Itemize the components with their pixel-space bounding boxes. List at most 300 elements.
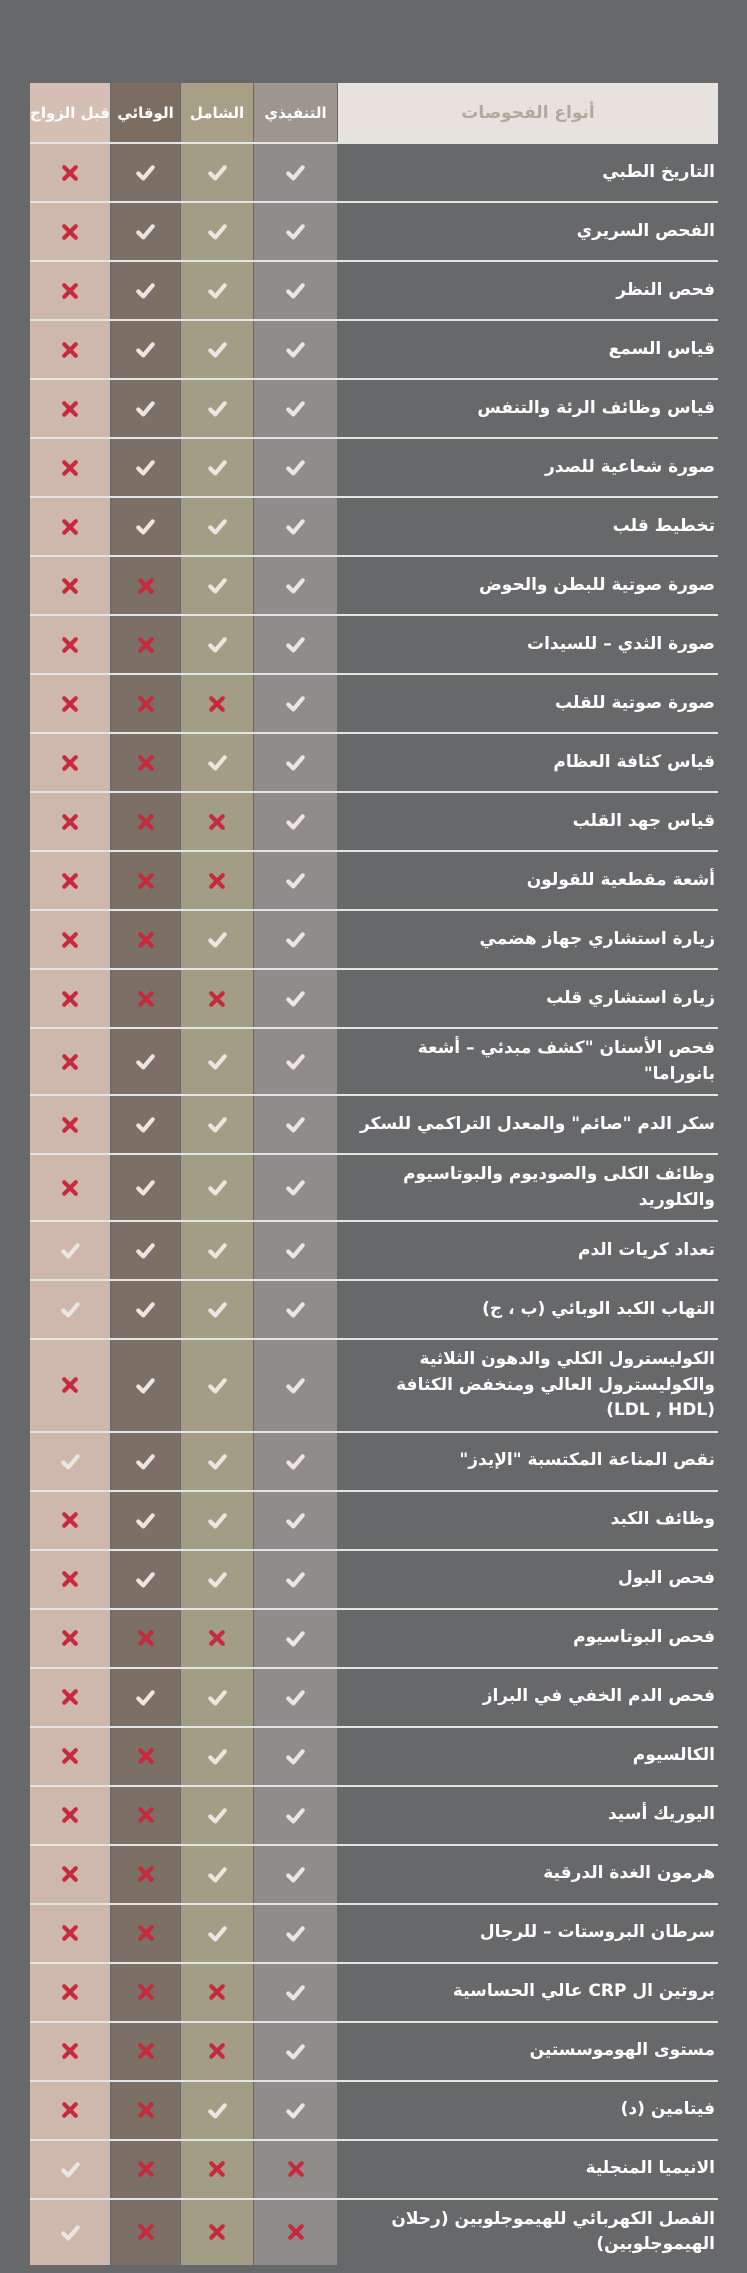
cell-executive: [254, 852, 337, 909]
check-icon: [134, 1568, 157, 1591]
cross-icon: [61, 1629, 79, 1647]
table-row: [30, 555, 718, 614]
test-name: سكر الدم "صائم" والمعدل التراكمي للسكر: [360, 1113, 715, 1134]
table-row: [30, 1726, 718, 1785]
cross-icon: [137, 695, 155, 713]
table-row: [30, 909, 718, 968]
test-name: فيتامين (د): [620, 2099, 715, 2120]
table-row: [30, 614, 718, 673]
cross-icon: [61, 1806, 79, 1824]
table-row: [30, 2080, 718, 2139]
table-row: [30, 1279, 718, 1338]
cell-premarital: [30, 1281, 110, 1338]
cell-premarital: [30, 321, 110, 378]
cell-preventive: [111, 498, 180, 555]
check-icon: [284, 1568, 307, 1591]
check-icon: [206, 397, 229, 420]
table-row: [30, 496, 718, 555]
table-row: [30, 2021, 718, 2080]
cell-comprehensive: [181, 1281, 253, 1338]
check-icon: [134, 456, 157, 479]
cell-comprehensive: [181, 144, 253, 201]
table-row: [30, 2198, 718, 2265]
table-row: [30, 1153, 718, 1220]
check-icon: [284, 161, 307, 184]
test-name: فحص النظر: [616, 279, 715, 300]
cross-icon: [61, 1983, 79, 2001]
cell-executive: [254, 557, 337, 614]
cell-comprehensive: [181, 734, 253, 791]
check-icon: [284, 1050, 307, 1073]
cell-comprehensive: [181, 852, 253, 909]
check-icon: [134, 1176, 157, 1199]
test-name: فحص الدم الخفي في البراز: [482, 1686, 715, 1707]
cell-premarital: [30, 203, 110, 260]
table-row: [30, 437, 718, 496]
cell-executive: [254, 144, 337, 201]
cell-premarital: [30, 1610, 110, 1667]
check-icon: [206, 1863, 229, 1886]
check-icon: [206, 338, 229, 361]
check-icon: [206, 1509, 229, 1532]
cell-comprehensive: [181, 2082, 253, 2139]
cross-icon: [137, 1983, 155, 2001]
cell-premarital: [30, 557, 110, 614]
check-icon: [284, 1863, 307, 1886]
cell-premarital: [30, 1551, 110, 1608]
table-row: [30, 732, 718, 791]
cell-premarital: [30, 2141, 110, 2198]
table-row: [30, 1667, 718, 1726]
check-icon: [206, 1804, 229, 1827]
check-icon: [284, 692, 307, 715]
test-name: التاريخ الطبي: [602, 161, 715, 182]
cross-icon: [137, 990, 155, 1008]
check-icon: [284, 574, 307, 597]
cell-premarital: [30, 793, 110, 850]
cross-icon: [61, 990, 79, 1008]
cell-preventive: [111, 1433, 180, 1490]
check-icon: [284, 515, 307, 538]
cell-executive: [254, 1669, 337, 1726]
cross-icon: [61, 1511, 79, 1529]
cell-executive: [254, 262, 337, 319]
check-icon: [206, 1745, 229, 1768]
cell-premarital: [30, 734, 110, 791]
check-icon: [206, 515, 229, 538]
column-header-executive: التنفيذي: [254, 83, 337, 142]
table-row: [30, 1094, 718, 1153]
cell-executive: [254, 1787, 337, 1844]
cell-premarital: [30, 1964, 110, 2021]
cell-comprehensive: [181, 498, 253, 555]
cell-executive: [254, 616, 337, 673]
cell-preventive: [111, 557, 180, 614]
check-icon: [206, 1113, 229, 1136]
cell-premarital: [30, 439, 110, 496]
test-name: زيارة استشاري قلب: [546, 987, 715, 1008]
cell-premarital: [30, 262, 110, 319]
cell-executive: [254, 734, 337, 791]
cell-executive: [254, 439, 337, 496]
cell-preventive: [111, 1610, 180, 1667]
cross-icon: [61, 2042, 79, 2060]
cross-icon: [61, 931, 79, 949]
cell-comprehensive: [181, 1492, 253, 1549]
test-name: التهاب الكبد الوبائي (ب ، ج): [482, 1298, 715, 1319]
table-row: [30, 1220, 718, 1279]
check-icon: [134, 1450, 157, 1473]
cross-icon: [137, 872, 155, 890]
table-row: [30, 319, 718, 378]
cross-icon: [61, 872, 79, 890]
cell-executive: [254, 1728, 337, 1785]
test-name: فحص البول: [617, 1568, 715, 1589]
cell-comprehensive: [181, 1222, 253, 1279]
test-name: صورة صوتية للقلب: [555, 692, 715, 713]
cross-icon: [61, 341, 79, 359]
cell-executive: [254, 1433, 337, 1490]
cell-comprehensive: [181, 380, 253, 437]
cell-executive: [254, 203, 337, 260]
table-row: [30, 1785, 718, 1844]
cross-icon: [61, 2101, 79, 2119]
check-icon: [284, 1686, 307, 1709]
test-name: أشعة مقطعية للقولون: [526, 869, 715, 890]
cell-preventive: [111, 1787, 180, 1844]
cross-icon: [208, 813, 226, 831]
cell-executive: [254, 970, 337, 1027]
cell-preventive: [111, 1029, 180, 1094]
cell-comprehensive: [181, 1669, 253, 1726]
cell-preventive: [111, 144, 180, 201]
cross-icon: [61, 1116, 79, 1134]
cross-icon: [137, 636, 155, 654]
cross-icon: [287, 2223, 305, 2241]
check-icon: [206, 1450, 229, 1473]
cell-preventive: [111, 1340, 180, 1431]
cell-comprehensive: [181, 1433, 253, 1490]
cell-premarital: [30, 1029, 110, 1094]
cell-executive: [254, 1551, 337, 1608]
check-icon: [284, 2040, 307, 2063]
cross-icon: [208, 990, 226, 1008]
cross-icon: [137, 2101, 155, 2119]
test-name: مستوى الهوموسستين: [529, 2040, 715, 2061]
cell-preventive: [111, 203, 180, 260]
cross-icon: [137, 1806, 155, 1824]
check-icon: [284, 1113, 307, 1136]
check-icon: [284, 1981, 307, 2004]
check-icon: [284, 869, 307, 892]
cross-icon: [61, 577, 79, 595]
cell-preventive: [111, 1728, 180, 1785]
test-name: صورة شعاعية للصدر: [545, 456, 715, 477]
cross-icon: [137, 577, 155, 595]
cross-icon: [61, 1376, 79, 1394]
table-row: [30, 791, 718, 850]
cross-icon: [137, 754, 155, 772]
cell-preventive: [111, 675, 180, 732]
cell-premarital: [30, 675, 110, 732]
test-name: قياس كثافة العظام: [553, 751, 715, 772]
cell-premarital: [30, 1846, 110, 1903]
check-icon: [284, 2099, 307, 2122]
table-row: [30, 1844, 718, 1903]
table-row: [30, 201, 718, 260]
check-icon: [59, 1239, 82, 1262]
cell-premarital: [30, 2082, 110, 2139]
column-header-premarital: قبل الزواج: [30, 83, 110, 142]
cell-comprehensive: [181, 1610, 253, 1667]
check-icon: [284, 338, 307, 361]
check-icon: [134, 397, 157, 420]
cell-premarital: [30, 1222, 110, 1279]
column-header-preventive: الوقائي: [111, 83, 180, 142]
check-icon: [206, 751, 229, 774]
check-icon: [206, 161, 229, 184]
cell-comprehensive: [181, 2141, 253, 2198]
check-icon: [284, 1298, 307, 1321]
cross-icon: [137, 1924, 155, 1942]
cross-icon: [61, 813, 79, 831]
table-row: [30, 260, 718, 319]
table-row: [30, 1549, 718, 1608]
column-header-comprehensive: الشامل: [181, 83, 253, 142]
cross-icon: [61, 1179, 79, 1197]
check-icon: [206, 2099, 229, 2122]
check-icon: [284, 1374, 307, 1397]
cell-executive: [254, 1340, 337, 1431]
cell-executive: [254, 2023, 337, 2080]
table-header-row: [30, 83, 718, 142]
cell-premarital: [30, 616, 110, 673]
table-row: [30, 1962, 718, 2021]
cross-icon: [61, 518, 79, 536]
cell-preventive: [111, 911, 180, 968]
table-row: [30, 1608, 718, 1667]
cell-premarital: [30, 2023, 110, 2080]
check-icon: [284, 1804, 307, 1827]
check-icon: [59, 2158, 82, 2181]
check-icon: [284, 456, 307, 479]
cross-icon: [208, 2160, 226, 2178]
check-icon: [134, 161, 157, 184]
cell-comprehensive: [181, 970, 253, 1027]
cross-icon: [61, 1688, 79, 1706]
cell-preventive: [111, 852, 180, 909]
test-name: قياس جهد القلب: [572, 810, 715, 831]
check-icon: [134, 1050, 157, 1073]
cell-executive: [254, 1096, 337, 1153]
cell-comprehensive: [181, 616, 253, 673]
cell-preventive: [111, 262, 180, 319]
cell-comprehensive: [181, 1964, 253, 2021]
cell-comprehensive: [181, 911, 253, 968]
test-name: الفصل الكهربائي للهيموجلوبين (رحلان الهيموجلوبين): [391, 2208, 715, 2254]
cell-premarital: [30, 1669, 110, 1726]
test-name: قياس وظائف الرئة والتنفس: [477, 397, 715, 418]
cell-executive: [254, 380, 337, 437]
cross-icon: [61, 695, 79, 713]
cell-preventive: [111, 1669, 180, 1726]
cell-preventive: [111, 2082, 180, 2139]
table-row: [30, 1903, 718, 1962]
cell-preventive: [111, 734, 180, 791]
cell-comprehensive: [181, 1551, 253, 1608]
check-icon: [206, 220, 229, 243]
cell-preventive: [111, 970, 180, 1027]
check-icon: [284, 1176, 307, 1199]
table-row: [30, 1338, 718, 1431]
cross-icon: [208, 2042, 226, 2060]
check-icon: [284, 1450, 307, 1473]
cell-executive: [254, 1846, 337, 1903]
check-icon: [59, 1450, 82, 1473]
check-icon: [59, 1298, 82, 1321]
cell-executive: [254, 1492, 337, 1549]
cell-comprehensive: [181, 1340, 253, 1431]
cell-comprehensive: [181, 2023, 253, 2080]
check-icon: [206, 633, 229, 656]
test-name: وظائف الكبد: [610, 1509, 715, 1530]
test-name: تعداد كريات الدم: [578, 1239, 715, 1260]
check-icon: [206, 928, 229, 951]
cell-comprehensive: [181, 1787, 253, 1844]
cross-icon: [137, 1865, 155, 1883]
test-name: سرطان البروستات – للرجال: [479, 1922, 715, 1943]
cell-executive: [254, 1281, 337, 1338]
cell-preventive: [111, 2023, 180, 2080]
table-body: [30, 142, 718, 2265]
cross-icon: [287, 2160, 305, 2178]
cross-icon: [137, 931, 155, 949]
check-icon: [284, 1509, 307, 1532]
test-name: تخطيط قلب: [612, 515, 715, 536]
check-icon: [134, 220, 157, 243]
cell-executive: [254, 2082, 337, 2139]
check-icon: [134, 1686, 157, 1709]
check-icon: [206, 1298, 229, 1321]
cell-comprehensive: [181, 1905, 253, 1962]
test-name: الكوليسترول الكلي والدهون الثلاثية والكوليسترول العالي ومنخفض الكثافة (LDL , HDL): [396, 1349, 715, 1420]
table-row: [30, 850, 718, 909]
check-icon: [284, 928, 307, 951]
cross-icon: [208, 872, 226, 890]
cell-preventive: [111, 1096, 180, 1153]
cross-icon: [61, 164, 79, 182]
cell-preventive: [111, 793, 180, 850]
cell-preventive: [111, 616, 180, 673]
cell-executive: [254, 1029, 337, 1094]
check-icon: [59, 2221, 82, 2244]
test-name: وظائف الكلى والصوديوم والبوتاسيوم والكلوريد: [403, 1164, 715, 1210]
check-icon: [284, 810, 307, 833]
check-icon: [206, 1239, 229, 1262]
check-icon: [134, 515, 157, 538]
cell-comprehensive: [181, 439, 253, 496]
test-name: الانيميا المنجلية: [585, 2158, 715, 2179]
table-row: [30, 378, 718, 437]
check-icon: [206, 1686, 229, 1709]
cell-executive: [254, 2141, 337, 2198]
cell-preventive: [111, 1964, 180, 2021]
checkup-comparison-table: [30, 83, 718, 2265]
cross-icon: [61, 282, 79, 300]
check-icon: [134, 1509, 157, 1532]
cross-icon: [208, 695, 226, 713]
cell-premarital: [30, 911, 110, 968]
cell-executive: [254, 1155, 337, 1220]
cross-icon: [137, 1629, 155, 1647]
cell-executive: [254, 793, 337, 850]
check-icon: [134, 1239, 157, 1262]
check-icon: [134, 338, 157, 361]
cell-premarital: [30, 2200, 110, 2265]
cell-premarital: [30, 1492, 110, 1549]
check-icon: [284, 1627, 307, 1650]
check-icon: [284, 751, 307, 774]
cross-icon: [208, 2223, 226, 2241]
check-icon: [284, 220, 307, 243]
check-icon: [206, 1922, 229, 1945]
check-icon: [284, 279, 307, 302]
test-name: الكالسيوم: [632, 1745, 715, 1766]
cross-icon: [61, 1924, 79, 1942]
test-name: قياس السمع: [608, 338, 715, 359]
tests-column-header: أنواع الفحوصات: [338, 83, 718, 142]
cell-comprehensive: [181, 262, 253, 319]
cell-comprehensive: [181, 1728, 253, 1785]
cell-executive: [254, 321, 337, 378]
cell-executive: [254, 1610, 337, 1667]
check-icon: [206, 279, 229, 302]
test-name: صورة الثدي – للسيدات: [526, 633, 715, 654]
cross-icon: [208, 1983, 226, 2001]
check-icon: [206, 1374, 229, 1397]
cross-icon: [61, 1865, 79, 1883]
cross-icon: [61, 1747, 79, 1765]
cell-premarital: [30, 1433, 110, 1490]
test-name: زيارة استشاري جهاز هضمي: [479, 928, 715, 949]
test-name: نقص المناعة المكتسبة "الإيدز": [459, 1450, 715, 1471]
test-name: هرمون الغدة الدرقية: [543, 1863, 715, 1884]
table-row: [30, 673, 718, 732]
cell-premarital: [30, 1096, 110, 1153]
check-icon: [134, 1374, 157, 1397]
cell-executive: [254, 1905, 337, 1962]
cross-icon: [61, 754, 79, 772]
table-row: [30, 1027, 718, 1094]
table-row: [30, 1431, 718, 1490]
test-name: فحص البوتاسيوم: [573, 1627, 715, 1648]
cell-executive: [254, 911, 337, 968]
cell-preventive: [111, 380, 180, 437]
cell-comprehensive: [181, 1155, 253, 1220]
cell-premarital: [30, 970, 110, 1027]
cross-icon: [137, 2160, 155, 2178]
cell-premarital: [30, 1787, 110, 1844]
cell-preventive: [111, 1905, 180, 1962]
check-icon: [206, 574, 229, 597]
cell-comprehensive: [181, 1096, 253, 1153]
cross-icon: [61, 1570, 79, 1588]
cell-preventive: [111, 1846, 180, 1903]
cell-executive: [254, 1964, 337, 2021]
cell-preventive: [111, 1281, 180, 1338]
table-row: [30, 1490, 718, 1549]
cell-preventive: [111, 2141, 180, 2198]
